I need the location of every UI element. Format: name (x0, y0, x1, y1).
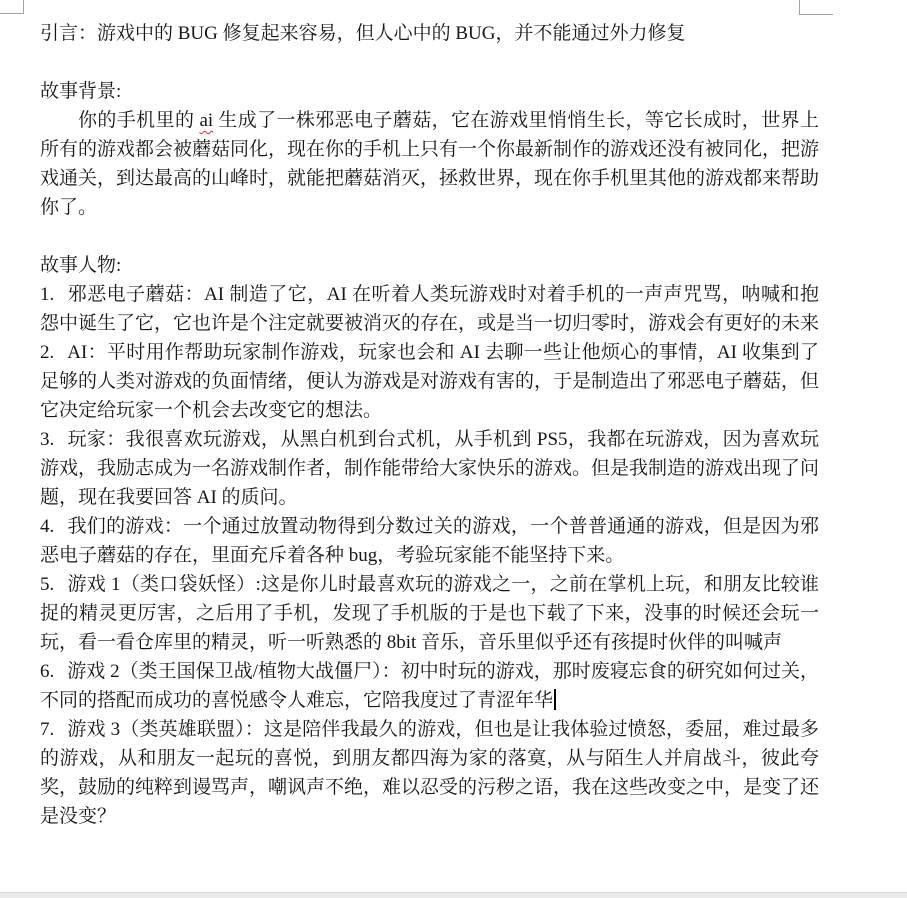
list-number[interactable]: 2. (40, 342, 55, 363)
characters-heading-text[interactable]: 故事人物: (40, 255, 122, 276)
character-item-3[interactable] (40, 425, 819, 512)
background-heading-text[interactable]: 故事背景: (40, 81, 122, 102)
background-heading[interactable] (40, 77, 819, 106)
background-text-before[interactable]: 你的手机里的 (78, 110, 200, 131)
misspelled-word-ai[interactable]: ai (199, 110, 214, 131)
document-text-area[interactable] (40, 19, 819, 831)
text-cursor (554, 689, 556, 710)
character-item-text[interactable]: 游戏 1（类口袋妖怪）:这是你儿时最喜欢玩的游戏之一，之前在掌机上玩，和朋友比较谁捉的精灵更厉害，之后用了手机，发现了手机版的于是也下载了下来，没事的时候还会玩一玩，看一看仓库里的精灵，听一听熟悉的 8bit 音乐，音乐里似乎还有孩提时伙伴的叫喊声 (40, 574, 819, 653)
character-item-4[interactable] (40, 512, 819, 570)
character-item-text[interactable]: 游戏 3（类英雄联盟）：这是陪伴我最久的游戏，但也是让我体验过愤怒，委屈，难过最多的游戏，从和朋友一起玩的喜悦，到朋友都四海为家的落寞，从与陌生人并肩战斗，彼此夸奖，鼓励的纯粹到谩骂声，嘲讽声不绝，难以忍受的污秽之语，我在这些改变之中，是变了还是没变？ (40, 719, 820, 827)
character-item-text[interactable]: 游戏 2（类王国保卫战/植物大战僵尸）：初中时玩的游戏，那时废寝忘食的研究如何过关，不同的搭配而成功的喜悦感令人难忘，它陪我度过了青涩年华 (40, 661, 819, 711)
list-number[interactable]: 7. (40, 719, 55, 740)
list-number[interactable]: 4. (40, 516, 55, 537)
list-number[interactable]: 6. (40, 661, 55, 682)
character-item-text[interactable]: 我们的游戏：一个通过放置动物得到分数过关的游戏，一个普普通通的游戏，但是因为邪恶电子蘑菇的存在，里面充斥着各种 bug，考验玩家能不能坚持下来。 (40, 516, 819, 566)
list-number[interactable]: 1. (40, 284, 55, 305)
character-item-6[interactable] (40, 657, 819, 715)
character-item-1[interactable] (40, 280, 819, 338)
background-paragraph[interactable] (40, 106, 819, 222)
intro-text[interactable]: 引言：游戏中的 BUG 修复起来容易，但人心中的 BUG，并不能通过外力修复 (40, 23, 686, 44)
character-item-text[interactable]: AI：平时用作帮助玩家制作游戏，玩家也会和 AI 去聊一些让他烦心的事情，AI 收集到了足够的人类对游戏的负面情绪，便认为游戏是对游戏有害的，于是制造出了邪恶电子蘑菇，但它决定给玩家一个机会去改变它的想法。 (40, 342, 820, 421)
empty-line[interactable] (40, 222, 819, 251)
list-number[interactable]: 5. (40, 574, 55, 595)
character-item-2[interactable] (40, 338, 819, 425)
intro-line[interactable] (40, 19, 819, 48)
background-text-after[interactable]: 生成了一株邪恶电子蘑菇，它在游戏里悄悄生长，等它长成时，世界上所有的游戏都会被蘑菇同化，现在你的手机上只有一个你最新制作的游戏还没有被同化，把游戏通关，到达最高的山峰时，就能把蘑菇消灭，拯救世界，现在你手机里其他的游戏都来帮助你了。 (40, 110, 820, 218)
list-number[interactable]: 3. (40, 429, 55, 450)
characters-heading[interactable] (40, 251, 819, 280)
character-item-text[interactable]: 邪恶电子蘑菇：AI 制造了它，AI 在听着人类玩游戏时对着手机的一声声咒骂，呐喊和抱怨中诞生了它，它也许是个注定就要被消灭的存在，或是当一切归零时，游戏会有更好的未来 (40, 284, 820, 334)
page-margin-mark-top-left-icon (0, 0, 24, 14)
page-margin-mark-top-right-icon (799, 0, 833, 15)
empty-line[interactable] (40, 48, 819, 77)
character-item-5[interactable] (40, 570, 819, 657)
character-item-7[interactable] (40, 715, 819, 831)
page-bottom-edge (0, 892, 907, 898)
character-item-text[interactable]: 玩家：我很喜欢玩游戏，从黑白机到台式机，从手机到 PS5，我都在玩游戏，因为喜欢玩游戏，我励志成为一名游戏制作者，制作能带给大家快乐的游戏。但是我制造的游戏出现了问题，现在我要回答 AI 的质问。 (40, 429, 820, 508)
